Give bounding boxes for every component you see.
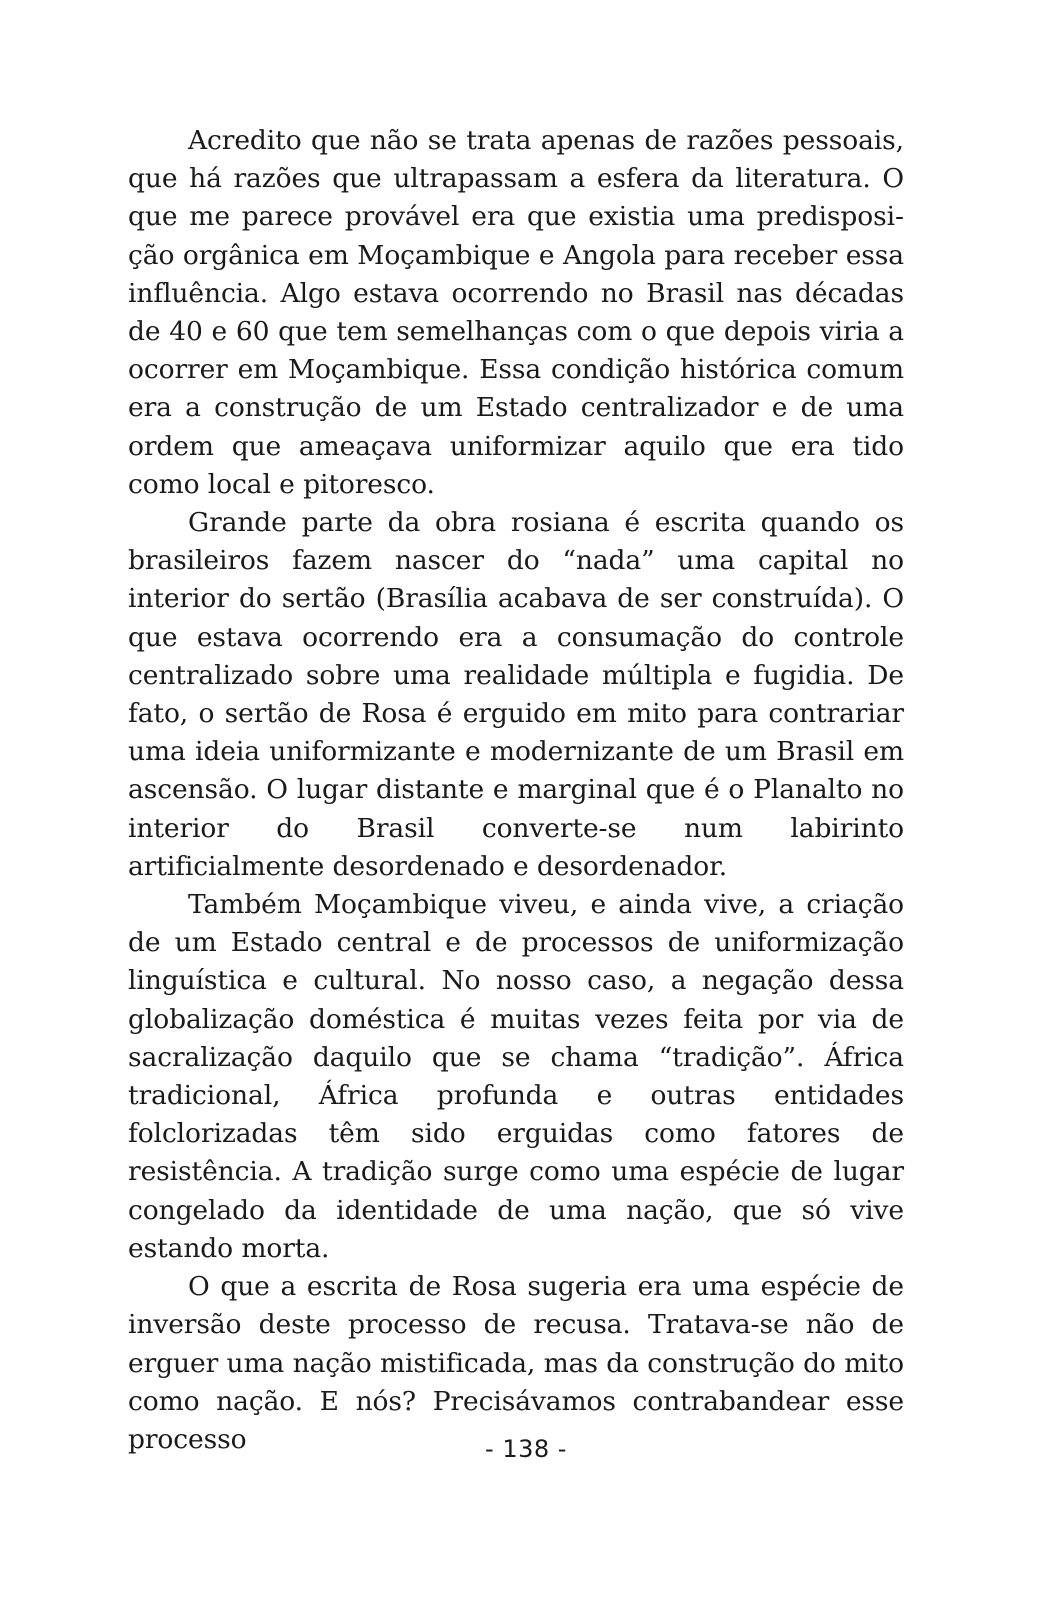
page-number: - 138 - bbox=[485, 1435, 567, 1463]
paragraph: Acredito que não se trata apenas de razões pessoais, que há razões que ultrapassam a esfera da literatura. O que me parece provável era que existia uma predisposição orgânica em Moçambique e Angola para receber essa influência. Algo estava ocorrendo no Brasil nas décadas de 40 e 60 que tem semelhanças com o que depois viria a ocorrer em Moçambique. Essa condição histórica comum era a construção de um Estado centralizador e de uma ordem que ameaçava uniformizar aquilo que era tido como local e pitoresco. bbox=[128, 125, 904, 500]
body-text bbox=[128, 122, 904, 1459]
paragraph: O que a escrita de Rosa sugeria era uma espécie de inversão deste processo de recusa. Tratava-se não de erguer uma nação mistificada, mas da construção do mito como nação. E nós? Precisávamos contrabandear esse processo bbox=[128, 1271, 904, 1455]
paragraph: Também Moçambique viveu, e ainda vive, a criação de um Estado central e de processos de uniformização linguística e cultural. No nosso caso, a negação dessa globalização doméstica é muitas vezes feita por via de sacralização daquilo que se chama “tradição”. África tradicional, África profunda e outras entidades folclorizadas têm sido erguidas como fatores de resistência. A tradição surge como uma espécie de lugar congelado da identidade de uma nação, que só vive estando morta. bbox=[128, 889, 904, 1264]
paragraph: Grande parte da obra rosiana é escrita quando os brasileiros fazem nascer do “nada” uma capital no interior do sertão (Brasília acabava de ser construída). O que estava ocorrendo era a consumação do controle centralizado sobre uma realidade múltipla e fugidia. De fato, o sertão de Rosa é erguido em mito para contrariar uma ideia uniformizante e modernizante de um Brasil em ascensão. O lugar distante e marginal que é o Planalto no interior do Brasil converte-se num labirinto artificialmente desordenado e desordenador. bbox=[128, 507, 904, 882]
